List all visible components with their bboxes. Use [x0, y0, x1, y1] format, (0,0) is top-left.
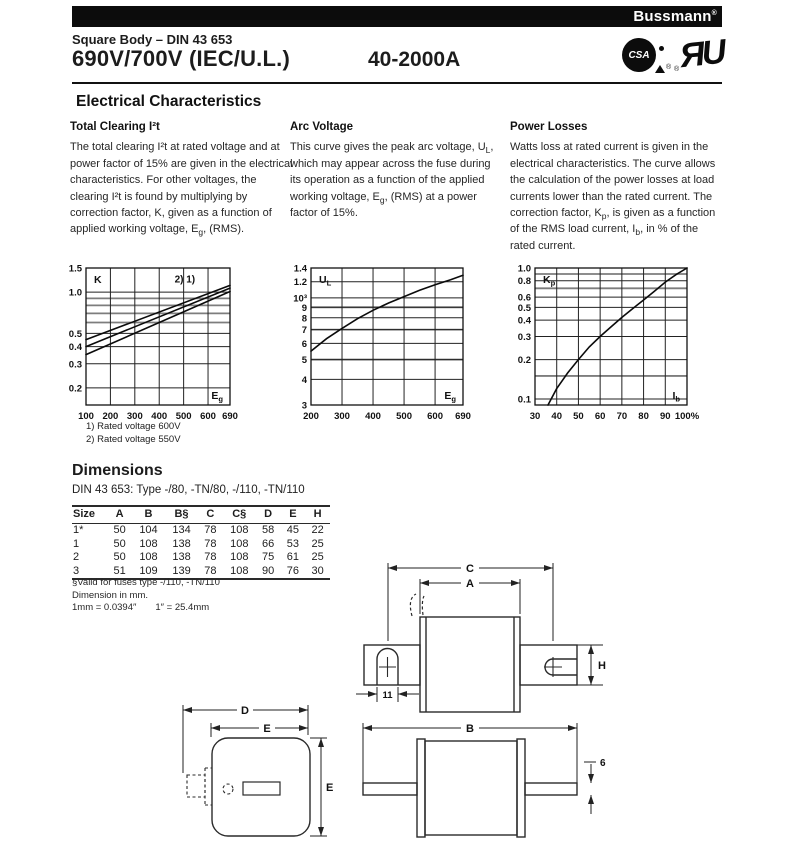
plot-border: [311, 268, 463, 405]
series-line: [311, 275, 463, 351]
col-header: B§: [165, 506, 198, 524]
x-tick-label: 400: [365, 411, 381, 422]
fuse-end-view-drawing: [175, 698, 345, 862]
y-tick-label: 9: [301, 302, 307, 314]
cell: 78: [204, 524, 217, 536]
fuse-outline: [363, 739, 577, 837]
y-tick-label: 0.4: [68, 342, 82, 354]
x-tick-label: 500: [396, 411, 412, 422]
x-tick-label: 100%: [674, 411, 700, 422]
column-total-clearing: [70, 119, 296, 238]
cell: 75: [262, 551, 275, 563]
cell: 45: [286, 524, 299, 536]
body-outline: [212, 738, 310, 836]
y-tick-label: 1.5: [68, 263, 82, 275]
chart-corner-label: K: [94, 274, 102, 286]
chart-corner-label: $K_p$: [543, 274, 556, 288]
page-title: 690V/700V (IEC/U.L.): [72, 46, 290, 71]
y-tick-label: 0.5: [517, 302, 531, 314]
x-tick-label: 500: [175, 411, 192, 422]
cell: 90: [262, 564, 275, 577]
y-tick-label: 0.8: [517, 276, 531, 288]
y-tick-label: 1.4: [293, 263, 307, 275]
cell: 58: [262, 524, 275, 536]
footnote-1: 1) Rated voltage 600V: [86, 421, 181, 432]
product-family: Square Body – DIN 43 653: [72, 32, 233, 47]
csa-mark-icon: [622, 38, 656, 72]
curve-annotation: 2) 1): [174, 274, 196, 286]
y-tick-label: 5: [301, 355, 307, 367]
cell: 108: [139, 537, 158, 550]
cell: 30: [311, 564, 324, 577]
dim-label-b: B: [466, 723, 474, 735]
table-note-units: Dimension in mm.: [72, 590, 149, 601]
cell: 138: [172, 551, 191, 563]
fuse-outline: [364, 617, 577, 712]
dimension-lines: [356, 563, 603, 702]
y-tick-label: 6: [301, 338, 307, 350]
fuse-front-view-drawing: [353, 553, 611, 719]
cell: 1*: [73, 524, 84, 536]
cell: 109: [139, 564, 158, 577]
col-header: B: [132, 506, 165, 524]
electrical-heading: Electrical Characteristics: [76, 93, 262, 110]
cell: 108: [230, 564, 249, 577]
table-row: [72, 551, 330, 565]
y-tick-label: 0.6: [517, 292, 531, 304]
x-tick-label: 600: [427, 411, 444, 422]
x-tick-label: 690: [455, 411, 471, 422]
x-tick-label: 90: [659, 411, 671, 422]
brand-logo: [633, 8, 717, 25]
col-header: E: [281, 506, 306, 524]
cell: 1: [73, 537, 80, 550]
x-tick-label: 40: [551, 411, 563, 422]
cell: 138: [172, 537, 191, 550]
y-tick-label: 1.0: [517, 263, 531, 275]
cell: 2: [73, 551, 80, 563]
striker-indicator-dashed: [410, 594, 424, 616]
cell: 50: [113, 524, 126, 536]
table-note-valid: §Valid for fuses type -/110, -TN/110: [72, 577, 220, 588]
chart-clearing-correction: [56, 260, 256, 431]
ul-mark-icon: ЯU: [678, 32, 726, 76]
x-tick-label: 100: [78, 411, 94, 422]
cell: 108: [230, 551, 249, 563]
col-header: C§: [223, 506, 256, 524]
chart-svg-clearing: [56, 260, 242, 426]
y-tick-label: 4: [301, 374, 307, 386]
csa-logo: [622, 38, 672, 80]
csa-letters: CSA: [628, 49, 650, 61]
chart-corner-label: $U_L$: [319, 274, 332, 288]
cell: 108: [139, 551, 158, 563]
x-tick-label: 400: [151, 411, 168, 422]
cell: 61: [286, 551, 299, 563]
col-header: C: [198, 506, 223, 524]
x-tick-label: 70: [616, 411, 628, 422]
cell: 53: [286, 537, 299, 550]
dim-label-e-right: E: [326, 782, 334, 794]
table-row: [72, 538, 330, 552]
y-tick-label: 3: [301, 400, 307, 412]
chart-arc-voltage: [279, 260, 479, 431]
cell: 25: [311, 551, 324, 563]
amp-range: 40-2000A: [368, 48, 461, 71]
col-header: Size: [72, 506, 107, 524]
column-heading: Total Clearing I²t: [70, 121, 160, 133]
dimensions-subtitle: DIN 43 653: Type -/80, -TN/80, -/110, -TN/110: [72, 484, 305, 496]
column-body: Watts loss at rated current is given in the electrical characteristics. The curve allows the calculation of the power losses at load currents lower than the rated current. The correction factor, $K_p$, is given as a function of the RMS load current, $I_b$, in % of the rated current.: [510, 141, 716, 252]
bolt-center-marks: [379, 657, 562, 677]
cell: 134: [172, 524, 191, 536]
column-body: This curve gives the peak arc voltage, $U_L$, which may appear across the fuse during its operation as a function of the applied working voltage, $E_g$, (RMS) at a power factor of 15%.: [290, 141, 494, 220]
chart-svg-power: [503, 260, 703, 426]
dimensions-table: [72, 505, 330, 580]
cell: 78: [204, 564, 217, 577]
csa-dot-icon: [659, 46, 664, 51]
cell: 78: [204, 537, 217, 550]
indicator-dashed: [187, 768, 233, 805]
column-power-losses: [510, 119, 724, 254]
x-tick-label: 50: [573, 411, 584, 422]
x-axis-label: $I_b$: [672, 390, 680, 404]
y-tick-label: 0.3: [517, 332, 531, 343]
y-tick-label: 0.5: [68, 328, 82, 340]
cell: 139: [172, 564, 191, 577]
dim-label-c: C: [466, 563, 474, 575]
col-header: A: [107, 506, 132, 524]
x-axis-label: $E_g$: [444, 390, 456, 404]
x-tick-label: 300: [126, 411, 143, 422]
fuse-side-view-drawing: [353, 713, 615, 843]
divider-rule: [72, 82, 722, 84]
table-row: [72, 524, 330, 538]
cell: 76: [286, 564, 299, 577]
cell: 3: [73, 564, 80, 577]
y-tick-label: 0.1: [517, 394, 531, 406]
column-arc-voltage: [290, 119, 497, 221]
column-body: The total clearing I²t at rated voltage and at power factor of 15% are given in the electrical characteristics. For other voltages, the clearing I²t is found by multiplying by correction factor, K, given as a function of applied working voltage, $E_g$, (RMS).: [70, 141, 293, 238]
dimensions-heading: Dimensions: [72, 462, 163, 479]
cell: 50: [113, 537, 126, 550]
dim-label-slot: 11: [382, 690, 393, 701]
y-tick-label: 0.2: [517, 355, 531, 367]
ul-registered-mark: ®: [674, 66, 680, 73]
y-tick-label: 10³: [293, 293, 307, 305]
y-tick-label: 0.4: [517, 315, 531, 327]
x-tick-label: 600: [200, 411, 216, 422]
x-axis-label: $E_g$: [211, 390, 223, 404]
x-tick-label: 690: [222, 411, 238, 422]
x-tick-label: 200: [303, 411, 319, 422]
x-tick-label: 80: [638, 411, 649, 422]
dim-label-thickness: 6: [600, 758, 606, 769]
cell: 50: [113, 551, 126, 563]
col-header: D: [256, 506, 281, 524]
y-tick-label: 0.2: [68, 383, 82, 395]
x-tick-label: 60: [594, 411, 606, 422]
y-tick-label: 0.3: [68, 359, 82, 371]
table-note-conversion: 1mm = 0.0394″ 1″ = 25.4mm: [72, 602, 210, 613]
dimension-lines: [363, 723, 596, 814]
x-tick-label: 200: [102, 411, 119, 422]
cell: 108: [230, 537, 249, 550]
cell: 51: [113, 564, 126, 577]
y-tick-label: 7: [301, 325, 307, 337]
cell: 104: [139, 524, 158, 536]
dim-label-d: D: [241, 705, 249, 717]
cell: 78: [204, 551, 217, 563]
csa-triangle-icon: [655, 65, 665, 73]
ul-logo: [676, 34, 726, 78]
dim-label-a: A: [466, 578, 474, 590]
col-header: H: [305, 506, 330, 524]
x-tick-label: 30: [529, 411, 541, 422]
chart-footnotes: [86, 420, 181, 446]
header-bar: [72, 6, 722, 27]
chart-svg-arc: [279, 260, 475, 426]
dim-label-e-top: E: [263, 723, 271, 735]
chart-power-loss-correction: [503, 260, 703, 431]
dim-label-h: H: [598, 660, 606, 672]
y-tick-label: 1.2: [293, 277, 307, 289]
column-heading: Power Losses: [510, 121, 588, 133]
cell: 22: [311, 524, 324, 536]
y-tick-label: 8: [301, 313, 307, 325]
column-heading: Arc Voltage: [290, 121, 354, 133]
x-tick-label: 300: [334, 411, 350, 422]
cell: 66: [262, 537, 275, 550]
footnote-2: 2) Rated voltage 550V: [86, 434, 181, 445]
csa-registered-mark: ®: [666, 64, 672, 71]
cell: 108: [230, 524, 249, 536]
cell: 25: [311, 537, 324, 550]
y-tick-label: 1.0: [68, 287, 82, 299]
brand-name: Bussmann: [633, 8, 712, 25]
registered-mark: ®: [711, 10, 717, 17]
